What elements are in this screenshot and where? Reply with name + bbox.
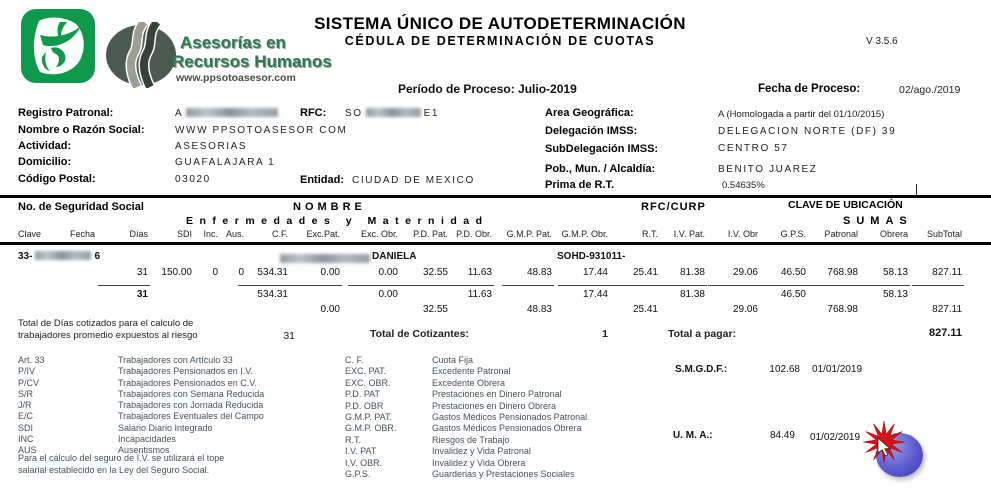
col-header-dias: Días: [129, 229, 148, 239]
total-underline-exc_pat: [290, 285, 342, 286]
cell-totals-lower-rt: 25.41: [632, 304, 658, 315]
cell-detail-obrera: 58.13: [882, 267, 908, 278]
group-header-rfc-curp: RFC/CURP: [641, 201, 706, 213]
total-underline-obrera: [858, 285, 910, 286]
legend-center-item-desc: Prestaciones en Dinero Obrera: [432, 401, 557, 411]
nombre-value: WWW PPSOTOASESOR COM: [175, 125, 348, 136]
brand-line1: Asesorías en: [180, 33, 286, 52]
dias-total-value: 31: [283, 330, 295, 342]
rfc-label: RFC:: [300, 107, 327, 119]
cell-detail-exc_obr: 0.00: [378, 267, 398, 278]
legend-center-item-abbr: EXC. OBR.: [345, 378, 391, 388]
legend-left-item-abbr: J/R: [18, 400, 32, 410]
total-pagar-label: Total a pagar:: [668, 328, 737, 340]
cell-totals-upper-gmp_obr: 17.44: [582, 289, 608, 300]
col-header-fecha: Fecha: [70, 229, 96, 239]
cell-detail-exc_pat: 0.00: [320, 267, 340, 278]
total-underline-exc_obr: [348, 285, 400, 286]
domicilio-label: Domicilio:: [18, 156, 72, 168]
total-underline-iv_obr: [708, 285, 760, 286]
legend-left-item-desc: Trabajadores con Jornada Reducida: [118, 400, 264, 410]
cell-detail-inc: 0: [212, 267, 218, 278]
dias-note-line1: Total de Días cotizados para el calculo de: [18, 318, 194, 329]
dias-note-line2: trabajadores promedio expuestos al riesgo: [18, 330, 198, 341]
footnote-line1: Para el cálculo del seguro de I.V. se utilizará el tope: [18, 453, 225, 463]
actividad-label: Actividad:: [18, 140, 72, 152]
cell-totals-lower-iv_obr: 29.06: [732, 304, 758, 315]
total-underline-iv_pat: [655, 285, 707, 286]
cell-detail-gmp_obr: 17.44: [582, 267, 608, 278]
total-pagar-value: 827.11: [928, 327, 962, 339]
cell-detail-rt: 25.41: [632, 267, 658, 278]
cell-detail-pd_obr: 11.63: [467, 267, 492, 278]
col-header-cf: C.F.: [271, 229, 288, 239]
smgdf-value: 102.68: [769, 364, 800, 375]
uma-label: U. M. A.:: [673, 430, 713, 441]
area-value: A (Homologada a partir del 01/10/2015): [718, 109, 885, 120]
entidad-label: Entidad:: [300, 174, 344, 186]
legend-left-item-desc: Trabajadores con Semana Reducida: [118, 389, 265, 399]
delegacion-label: Delegación IMSS:: [545, 125, 638, 137]
imss-logo-icon: [20, 8, 96, 84]
cell-totals-upper-pd_obr: 11.63: [467, 289, 492, 300]
group-header-enfermedades: Enfermedades y Maternidad: [186, 215, 489, 227]
brand-line2: Recursos Humanos: [172, 52, 332, 71]
cell-totals-upper-cf: 534.31: [257, 289, 288, 300]
legend-center-item-abbr: G.M.P. PAT.: [345, 412, 393, 422]
total-underline-patronal: [808, 285, 860, 286]
col-header-iv_obr: I.V. Obr: [727, 229, 758, 239]
legend-center-item-abbr: EXC. PAT.: [345, 366, 387, 376]
domicilio-value: GUAFALAJARA 1: [175, 157, 276, 168]
actividad-value: ASESORIAS: [175, 141, 248, 152]
legend-center-item-abbr: I.V. OBR.: [345, 458, 383, 468]
legend-left-item-abbr: SDI: [18, 423, 34, 433]
legend-center-item-desc: Invalidez y Vida Obrera: [432, 458, 526, 468]
col-header-pd_obr: P.D. Obr.: [456, 229, 492, 239]
legend-left-item-abbr: AUS: [18, 445, 37, 455]
registro-patronal-label: Registro Patronal:: [18, 107, 114, 119]
col-header-aus: Aus.: [225, 229, 244, 239]
cell-totals-lower-pd_pat: 32.55: [422, 304, 448, 315]
redacted-rfc: [366, 108, 421, 117]
page-title: SISTEMA ÚNICO DE AUTODETERMINACIÓN: [314, 14, 686, 33]
period-label: Período de Proceso:: [398, 82, 515, 96]
cell-totals-lower-subtotal: 827.11: [932, 304, 962, 315]
process-date-value: 02/ago./2019: [899, 84, 961, 96]
rfc-suffix: E1: [423, 108, 440, 119]
legend-center-item-desc: Riesgos de Trabajo: [432, 435, 510, 445]
period-value: Julio-2019: [518, 82, 577, 96]
cell-totals-upper-exc_obr: 0.00: [378, 289, 398, 300]
legend-left-item-abbr: Art. 33: [18, 355, 45, 365]
alcaldia-value: BENITO JUAREZ: [718, 164, 818, 175]
legend-left-item-desc: Trabajadores Pensionados en C.V.: [118, 378, 257, 388]
cp-value: 03020: [175, 174, 211, 185]
cotizantes-label: Total de Cotizantes:: [370, 328, 469, 340]
total-underline-dias: [98, 285, 150, 286]
cell-totals-lower-gmp_pat: 48.83: [526, 304, 552, 315]
cell-detail-pd_pat: 32.55: [422, 267, 448, 278]
col-header-exc_obr: Exc. Obr.: [360, 229, 398, 239]
subdelegacion-value: CENTRO 57: [718, 143, 789, 154]
cell-totals-upper-iv_pat: 81.38: [679, 289, 705, 300]
cell-detail-gmp_pat: 48.83: [526, 267, 552, 278]
legend-left-item-abbr: E/C: [18, 411, 34, 421]
legend-center-item-abbr: I.V. PAT: [345, 446, 377, 456]
redacted-nss: [35, 251, 91, 260]
employee-name: DANIELA: [372, 251, 417, 262]
version-label: V 3.5.6: [866, 36, 898, 47]
col-header-gmp_pat: G.M.P. Pat.: [506, 229, 552, 239]
col-header-gps: G.P.S.: [780, 229, 806, 239]
redacted-registro-patronal: [186, 108, 278, 117]
col-header-gmp_obr: G.M.P. Obr.: [561, 229, 608, 239]
legend-left-item-desc: Trabajadores con Artículo 33: [118, 355, 233, 365]
footnote-line2: salarial establecido en la Ley del Seguro Social.: [18, 465, 210, 475]
entidad-value: CIUDAD DE MEXICO: [352, 175, 475, 186]
prima-label: Prima de R.T.: [545, 179, 615, 191]
uma-value: 84.49: [769, 430, 795, 441]
legend-left-item-desc: Trabajadores Eventuales del Campo: [118, 411, 264, 421]
cell-detail-aus: 0: [238, 267, 244, 278]
nombre-label: Nombre o Razón Social:: [18, 124, 145, 136]
legend-center-item-desc: Cuota Fija: [432, 355, 474, 365]
col-header-iv_pat: I.V. Pat.: [673, 229, 705, 239]
legend-center-item-desc: Invalidez y Vida Patronal: [432, 446, 531, 456]
cell-totals-upper-obrera: 58.13: [882, 289, 908, 300]
cp-label: Código Postal:: [18, 173, 96, 185]
brand-url: www.ppsotoasesor.com: [176, 72, 296, 84]
col-header-patronal: Patronal: [824, 229, 858, 239]
col-header-rt: R.T.: [641, 229, 658, 239]
alcaldia-label: Pob., Mun. / Alcaldía:: [545, 163, 656, 175]
employee-nss-suffix: 6: [94, 251, 101, 262]
uma-date: 01/02/2019: [810, 432, 861, 443]
cell-totals-upper-dias: 31: [136, 289, 148, 300]
legend-left-item-desc: Ausentismos: [118, 445, 170, 455]
legend-left-item-desc: Salario Diario Integrado: [118, 423, 213, 433]
legend-center-item-desc: Gastos Médicos Pensionados Obrera: [432, 423, 582, 433]
cell-detail-iv_obr: 29.06: [732, 267, 758, 278]
cell-totals-upper-gps: 46.50: [780, 289, 806, 300]
cell-totals-lower-patronal: 768.98: [827, 304, 858, 315]
area-label: Area Geográfica:: [545, 107, 634, 119]
smgdf-label: S.M.G.D.F.:: [675, 364, 728, 375]
legend-left-item-desc: Trabajadores Pensionados en I.V.: [118, 366, 253, 376]
cell-detail-sdi: 150.00: [161, 267, 192, 278]
cell-detail-gps: 46.50: [780, 267, 806, 278]
cell-detail-iv_pat: 81.38: [679, 267, 705, 278]
legend-center-item-desc: Excedente Obrera: [432, 378, 506, 388]
legend-center-item-desc: Excedente Patronal: [432, 366, 511, 376]
registro-patronal-value: A: [175, 108, 184, 119]
delegacion-value: DELEGACION NORTE (DF) 39: [718, 126, 897, 137]
legend-center-item-abbr: R.T.: [345, 435, 362, 445]
cell-totals-lower-exc_pat: 0.00: [320, 304, 340, 315]
legend-center-item-desc: Guarderias y Prestaciones Sociales: [432, 469, 575, 479]
col-header-sdi: SDI: [176, 229, 192, 239]
total-underline-gmp_obr: [558, 285, 610, 286]
subdelegacion-label: SubDelegación IMSS:: [545, 143, 659, 155]
col-header-obrera: Obrera: [879, 229, 908, 239]
group-header-nss: No. de Seguridad Social: [18, 201, 144, 213]
period-row: [398, 82, 577, 96]
smgdf-date: 01/01/2019: [812, 364, 863, 375]
legend-center-item-desc: Gastos Médicos Pensionados Patronal: [432, 412, 588, 422]
rfc-prefix: SO: [345, 108, 363, 119]
legend-left-item-abbr: P/CV: [18, 378, 40, 388]
legend-center-item-abbr: C. F.: [345, 355, 364, 365]
legend-left-item-abbr: INC: [18, 434, 34, 444]
total-underline-gps: [756, 285, 808, 286]
click-indicator-icon: [862, 420, 922, 480]
cell-detail-cf: 534.31: [257, 267, 288, 278]
total-underline-pd_obr: [442, 285, 494, 286]
legend-center-item-abbr: P.D. OBR: [345, 401, 384, 411]
prima-value: 0.54635%: [722, 180, 765, 191]
col-header-subtotal: SubTotal: [926, 229, 962, 239]
employee-nss: 33-: [18, 251, 33, 262]
col-header-inc: Inc.: [203, 229, 218, 239]
page-subtitle: CÉDULA DE DETERMINACIÓN DE CUOTAS: [344, 34, 656, 48]
legend-center-item-abbr: G.P.S.: [345, 469, 371, 479]
total-underline-subtotal: [912, 285, 964, 286]
col-header-exc_pat: Exc.Pat.: [306, 229, 340, 239]
legend-center-item-abbr: G.M.P. OBR.: [345, 423, 397, 433]
legend-left-item-abbr: S/R: [18, 389, 34, 399]
group-header-clave-ubicacion: CLAVE DE UBICACIÓN: [788, 199, 903, 211]
employee-curp: SOHD-931011-: [557, 251, 626, 262]
legend-center-item-desc: Prestaciones en Dinero Patronal: [432, 389, 562, 399]
legend-center-item-abbr: P.D. PAT: [345, 389, 381, 399]
legend-left-item-abbr: P/IV: [18, 366, 36, 376]
process-date-label: Fecha de Proceso:: [758, 83, 861, 95]
table-header-bottom-border: [0, 242, 991, 245]
group-header-nombre: NOMBRE: [293, 201, 366, 213]
cell-detail-dias: 31: [136, 267, 148, 278]
header-divider: [916, 184, 917, 195]
total-underline-cf: [238, 285, 290, 286]
col-header-pd_pat: P.D. Pat.: [413, 229, 448, 239]
table-top-border: [0, 195, 991, 198]
total-underline-gmp_pat: [502, 285, 554, 286]
col-header-clave: Clave: [18, 229, 42, 239]
cotizantes-value: 1: [602, 328, 608, 340]
redacted-employee-surname: [280, 254, 370, 263]
cell-detail-patronal: 768.98: [827, 267, 858, 278]
group-header-sumas: SUMAS: [843, 215, 913, 227]
total-underline-rt: [608, 285, 660, 286]
legend-left-item-desc: Incapacidades: [118, 434, 177, 444]
cell-detail-subtotal: 827.11: [932, 267, 962, 278]
